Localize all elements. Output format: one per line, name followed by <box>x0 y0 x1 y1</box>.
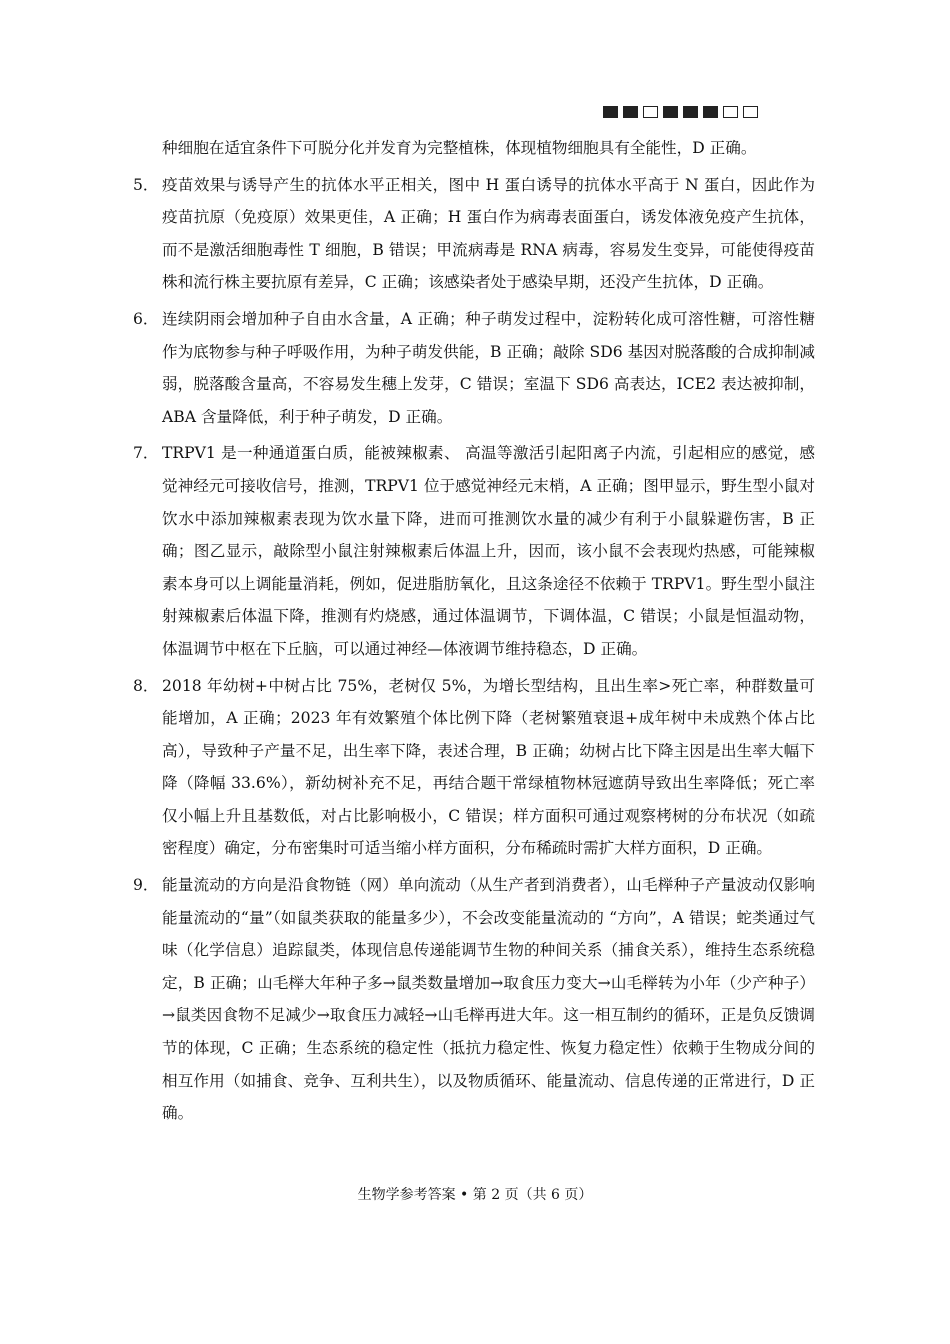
header-marks <box>603 106 758 118</box>
item-number: 7． <box>133 444 159 463</box>
header-mark <box>603 106 618 118</box>
item-number: 6． <box>133 309 159 328</box>
item-text: 2018 年幼树+中树占比 75%，老树仅 5%，为增长型结构，且出生率>死亡率，种群数量可能增加，A 正确；2023 年有效繁殖个体比例下降（老树繁殖衰退+成年树中未成熟个体占比高），导致种子产量不足，出生率下降，表述合理，B 正确；幼树占比下降主因是出生率大幅下降（降幅 33.6%），新幼树补充不足，再结合题干常绿植物林冠遮荫导致出生率降低；死亡率仅小幅上升且基数低，对占比影响极小，C 错误；样方面积可通过观察栲树的分布状况（如疏密程度）确定，分布密集时可适当缩小样方面积，分布稀疏时需扩大样方面积，D 正确。 <box>162 676 815 858</box>
header-mark <box>643 106 658 118</box>
answer-item-8 <box>133 670 815 866</box>
item-text: 连续阴雨会增加种子自由水含量，A 正确；种子萌发过程中，淀粉转化成可溶性糖，可溶性糖作为底物参与种子呼吸作用，为种子萌发供能，B 正确；敲除 SD6 基因对脱落酸的合成抑制减弱，脱落酸含量高，不容易发生穗上发芽，C 错误；室温下 SD6 高表达，ICE2 表达被抑制，ABA 含量降低，利于种子萌发，D 正确。 <box>162 309 815 426</box>
item-number: 9． <box>133 876 159 895</box>
header-mark <box>683 106 698 118</box>
page-footer: 生物学参考答案 • 第 2 页（共 6 页） <box>357 1187 593 1203</box>
item-number: 5． <box>133 175 159 194</box>
answer-item-9 <box>133 869 815 1130</box>
item-text: 能量流动的方向是沿食物链（网）单向流动（从生产者到消费者），山毛榉种子产量波动仅影响能量流动的“量”（如鼠类获取的能量多少），不会改变能量流动的 “方向”，A 错误；蛇类通过气味（化学信息）追踪鼠类，体现信息传递能调节生物的种间关系（捕食关系），维持生态系统稳定，B 正确；山毛榉大年种子多→鼠类数量增加→取食压力变大→山毛榉转为小年（少产种子）→鼠类因食物不足减少→取食压力减轻→山毛榉再进大年。这一相互制约的循环，正是负反馈调节的体现，C 正确；生态系统的稳定性（抵抗力稳定性、恢复力稳定性）依赖于生物成分间的相互作用（如捕食、竞争、互利共生），以及物质循环、能量流动、信息传递的正常进行，D 正确。 <box>162 876 815 1123</box>
answer-item-6 <box>133 303 815 433</box>
header-mark <box>743 106 758 118</box>
item-text: 疫苗效果与诱导产生的抗体水平正相关，图中 H 蛋白诱导的抗体水平高于 N 蛋白，因此作为疫苗抗原（免疫原）效果更佳，A 正确；H 蛋白作为病毒表面蛋白，诱发体液免疫产生抗体，而不是激活细胞毒性 T 细胞，B 错误；甲流病毒是 RNA 病毒，容易发生变异，可能使得疫苗株和流行株主要抗原有差异，C 正确；该感染者处于感染早期，还没产生抗体，D 正确。 <box>162 175 815 292</box>
item-number: 8． <box>133 676 159 695</box>
answer-item-7 <box>133 437 815 665</box>
answer-content <box>133 132 815 1130</box>
answer-item-5 <box>133 169 815 299</box>
header-mark <box>723 106 738 118</box>
continuation-text: 种细胞在适宜条件下可脱分化并发育为完整植株，体现植物细胞具有全能性，D 正确。 <box>162 139 757 157</box>
header-mark <box>663 106 678 118</box>
header-mark <box>703 106 718 118</box>
header-mark <box>623 106 638 118</box>
item-text: TRPV1 是一种通道蛋白质，能被辣椒素、 高温等激活引起阳离子内流，引起相应的感觉，感觉神经元可接收信号，推测，TRPV1 位于感觉神经元末梢，A 正确；图甲显示，野生型小鼠对饮水中添加辣椒素表现为饮水量下降，进而可推测饮水量的减少有利于小鼠躲避伤害，B 正确；图乙显示，敲除型小鼠注射辣椒素后体温上升，因而，该小鼠不会表现灼热感，可能辣椒素本身可以上调能量消耗，例如，促进脂肪氧化，且这条途径不依赖于 TRPV1。野生型小鼠注射辣椒素后体温下降，推测有灼烧感，通过体温调节，下调体温，C 错误；小鼠是恒温动物，体温调节中枢在下丘脑，可以通过神经—体液调节维持稳态，D 正确。 <box>162 444 815 658</box>
